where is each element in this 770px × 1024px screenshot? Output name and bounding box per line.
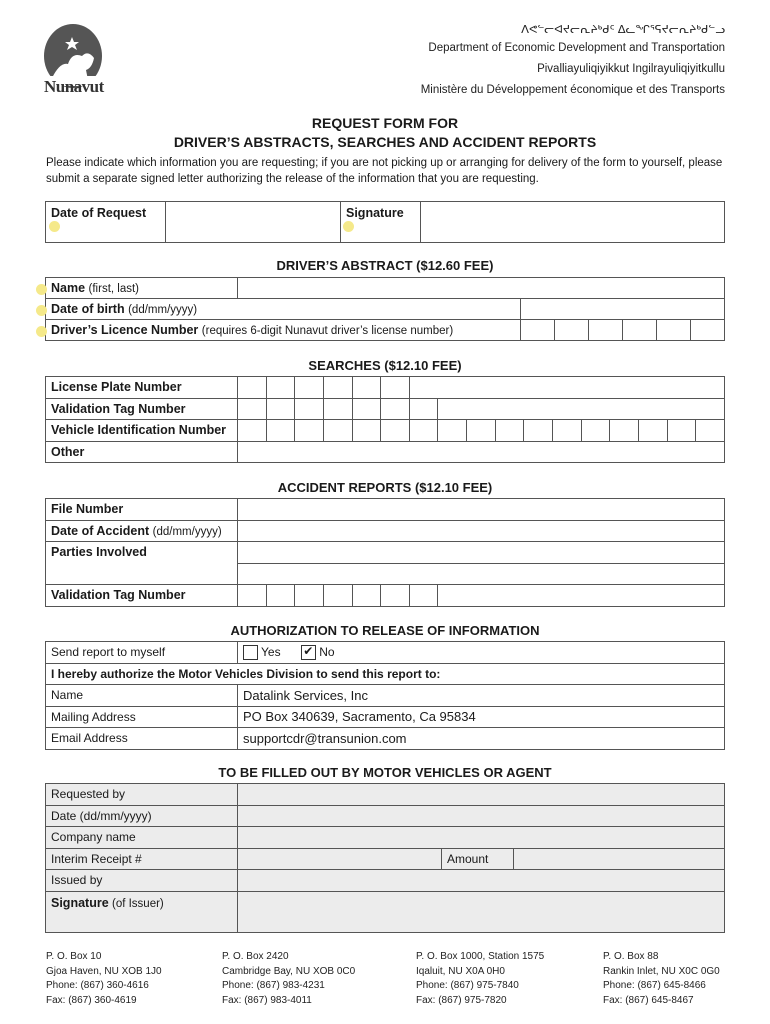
signature-field[interactable] bbox=[421, 202, 725, 243]
licence-digit-box[interactable] bbox=[555, 320, 589, 341]
vin-char-box[interactable] bbox=[266, 420, 295, 442]
footer-office-iqaluit: P. O. Box 1000, Station 1575 Iqaluit, NU X0A 0H0 Phone: (867) 975-7840 Fax: (867) 975-7820 bbox=[416, 951, 545, 1006]
agent-date-label: Date (dd/mm/yyyy) bbox=[46, 805, 238, 827]
authorization-table bbox=[45, 641, 725, 750]
tag-char-box[interactable] bbox=[381, 585, 410, 607]
drivers-abstract-heading: DRIVER’S ABSTRACT ($12.60 FEE) bbox=[276, 258, 494, 273]
license-plate-label: License Plate Number bbox=[46, 377, 238, 399]
licence-digit-box[interactable] bbox=[521, 320, 555, 341]
plate-char-box[interactable] bbox=[323, 377, 352, 399]
signature-label: Signature bbox=[341, 202, 421, 243]
plate-char-box[interactable] bbox=[238, 377, 267, 399]
accident-table bbox=[45, 498, 725, 607]
plate-remainder bbox=[409, 377, 724, 399]
authorization-heading: AUTHORIZATION TO RELEASE OF INFORMATION bbox=[230, 623, 540, 638]
highlight-marker bbox=[36, 305, 47, 316]
yes-label: Yes bbox=[261, 644, 281, 659]
agent-heading: TO BE FILLED OUT BY MOTOR VEHICLES OR AGENT bbox=[218, 765, 552, 780]
highlight-marker bbox=[49, 221, 60, 232]
plate-char-box[interactable] bbox=[266, 377, 295, 399]
amount-label: Amount bbox=[442, 848, 514, 870]
plate-char-box[interactable] bbox=[295, 377, 324, 399]
file-number-field[interactable] bbox=[238, 499, 725, 521]
header-dept-iu: Pivalliayuliqiyikkut Ingilrayuliqiyitkullu bbox=[537, 63, 725, 75]
name-label: Name (first, last) bbox=[46, 278, 238, 299]
issued-by-field[interactable] bbox=[238, 870, 725, 892]
vin-char-box[interactable] bbox=[409, 420, 438, 442]
issued-by-label: Issued by bbox=[46, 870, 238, 892]
tag-char-box[interactable] bbox=[295, 398, 324, 420]
searches-heading: SEARCHES ($12.10 FEE) bbox=[308, 358, 462, 373]
vin-char-box[interactable] bbox=[238, 420, 267, 442]
tag-remainder bbox=[438, 398, 725, 420]
tag-char-box[interactable] bbox=[352, 398, 381, 420]
date-of-request-field[interactable] bbox=[166, 202, 341, 243]
vin-char-box[interactable] bbox=[352, 420, 381, 442]
tag-char-box[interactable] bbox=[295, 585, 324, 607]
dob-field[interactable] bbox=[521, 299, 725, 320]
mailing-address-field[interactable]: PO Box 340639, Sacramento, Ca 95834 bbox=[238, 706, 725, 728]
vin-char-box[interactable] bbox=[438, 420, 467, 442]
vin-char-box[interactable] bbox=[323, 420, 352, 442]
no-label: No bbox=[319, 644, 335, 659]
issuer-signature-label: Signature (of Issuer) bbox=[46, 891, 238, 932]
highlight-marker bbox=[343, 221, 354, 232]
vin-char-box[interactable] bbox=[667, 420, 696, 442]
form-title-line2: DRIVER’S ABSTRACTS, SEARCHES AND ACCIDENT REPORTS bbox=[173, 134, 597, 150]
accident-reports-heading: ACCIDENT REPORTS ($12.10 FEE) bbox=[277, 480, 493, 495]
tag-char-box[interactable] bbox=[409, 585, 438, 607]
tag-char-box[interactable] bbox=[238, 398, 267, 420]
highlight-marker bbox=[36, 284, 47, 295]
requested-by-label: Requested by bbox=[46, 784, 238, 806]
requested-by-field[interactable] bbox=[238, 784, 725, 806]
plate-char-box[interactable] bbox=[381, 377, 410, 399]
company-name-label: Company name bbox=[46, 827, 238, 849]
header-dept-fr: Ministère du Développement économique et des Transports bbox=[420, 84, 725, 96]
vin-char-box[interactable] bbox=[553, 420, 582, 442]
accident-validation-tag-label: Validation Tag Number bbox=[46, 585, 238, 607]
highlight-marker bbox=[36, 326, 47, 337]
file-number-label: File Number bbox=[46, 499, 238, 521]
searches-table bbox=[45, 376, 725, 463]
yes-checkbox[interactable] bbox=[243, 645, 258, 660]
tag-char-box[interactable] bbox=[266, 585, 295, 607]
logo-wordmark: Nunavut bbox=[44, 77, 104, 96]
tag-remainder bbox=[438, 585, 725, 607]
vin-char-box[interactable] bbox=[581, 420, 610, 442]
send-report-label: Send report to myself bbox=[46, 642, 238, 664]
parties-involved-field[interactable] bbox=[238, 542, 725, 564]
footer-office-cambridge-bay: P. O. Box 2420 Cambridge Bay, NU XOB 0C0 Phone: (867) 983-4231 Fax: (867) 983-4011 bbox=[222, 951, 356, 1006]
form-title-line1: REQUEST FORM FOR bbox=[311, 115, 459, 131]
footer-office-rankin-inlet: P. O. Box 88 Rankin Inlet, NU X0C 0G0 Phone: (867) 645-8466 Fax: (867) 645-8467 bbox=[603, 951, 720, 1006]
name-field[interactable] bbox=[238, 278, 725, 299]
date-of-accident-field[interactable] bbox=[238, 520, 725, 542]
interim-receipt-field[interactable] bbox=[238, 848, 442, 870]
other-label: Other bbox=[46, 441, 238, 463]
vin-char-box[interactable] bbox=[381, 420, 410, 442]
vin-char-box[interactable] bbox=[495, 420, 524, 442]
tag-char-box[interactable] bbox=[381, 398, 410, 420]
tag-char-box[interactable] bbox=[266, 398, 295, 420]
other-field[interactable] bbox=[238, 441, 725, 463]
issuer-signature-field[interactable] bbox=[238, 891, 725, 932]
licence-digit-box[interactable] bbox=[589, 320, 623, 341]
email-address-field[interactable]: supportcdr@transunion.com bbox=[238, 728, 725, 750]
date-of-accident-label: Date of Accident (dd/mm/yyyy) bbox=[46, 520, 238, 542]
vin-label: Vehicle Identification Number bbox=[46, 420, 238, 442]
validation-tag-label: Validation Tag Number bbox=[46, 398, 238, 420]
company-name-field[interactable] bbox=[238, 827, 725, 849]
licence-digit-box[interactable] bbox=[691, 320, 725, 341]
dob-label: Date of birth (dd/mm/yyyy) bbox=[46, 299, 521, 320]
vin-char-box[interactable] bbox=[295, 420, 324, 442]
no-checkbox[interactable] bbox=[301, 645, 316, 660]
tag-char-box[interactable] bbox=[323, 398, 352, 420]
tag-char-box[interactable] bbox=[323, 585, 352, 607]
vin-char-box[interactable] bbox=[524, 420, 553, 442]
send-report-options bbox=[238, 642, 725, 664]
parties-involved-label: Parties Involved bbox=[46, 542, 238, 585]
header-dept-en: Department of Economic Development and Transportation bbox=[428, 42, 725, 54]
licence-label: Driver’s Licence Number (requires 6-digit Nunavut driver’s license number) bbox=[46, 320, 521, 341]
interim-receipt-label: Interim Receipt # bbox=[46, 848, 238, 870]
parties-involved-field-2[interactable] bbox=[238, 563, 725, 585]
licence-digit-box[interactable] bbox=[623, 320, 657, 341]
date-of-request-label: Date of Request bbox=[46, 202, 166, 243]
mailing-address-label: Mailing Address bbox=[46, 706, 238, 728]
tag-char-box[interactable] bbox=[238, 585, 267, 607]
tag-char-box[interactable] bbox=[352, 585, 381, 607]
tag-char-box[interactable] bbox=[409, 398, 438, 420]
header-syllabics: ᐱᕙᓪᓕᐊᔪᓕᕆᔨᒃᑯᑦ ᐃᓚᖏᕐᕋᔪᓕᕆᔨᒃᑯᓪᓗ bbox=[521, 24, 725, 36]
email-address-label: Email Address bbox=[46, 728, 238, 750]
drivers-abstract-table bbox=[45, 277, 725, 341]
licence-digit-box[interactable] bbox=[657, 320, 691, 341]
recipient-name-label: Name bbox=[46, 685, 238, 707]
amount-field[interactable] bbox=[514, 848, 725, 870]
agent-table bbox=[45, 783, 725, 933]
agent-date-field[interactable] bbox=[238, 805, 725, 827]
vin-char-box[interactable] bbox=[610, 420, 639, 442]
vin-char-box[interactable] bbox=[638, 420, 667, 442]
vin-char-box[interactable] bbox=[696, 420, 725, 442]
intro-text: Please indicate which information you are requesting; if you are not picking up or arranging for delivery of the form to yourself, please submit a separate signed letter authorizing the release of the information that you are requesting. bbox=[46, 157, 723, 185]
plate-char-box[interactable] bbox=[352, 377, 381, 399]
vin-char-box[interactable] bbox=[467, 420, 496, 442]
recipient-name-field[interactable]: Datalink Services, Inc bbox=[238, 685, 725, 707]
request-table bbox=[45, 201, 725, 243]
authorize-statement: I hereby authorize the Motor Vehicles Division to send this report to: bbox=[46, 663, 725, 685]
footer-office-gjoa-haven: P. O. Box 10 Gjoa Haven, NU XOB 1J0 Phone: (867) 360-4616 Fax: (867) 360-4619 bbox=[46, 951, 162, 1006]
